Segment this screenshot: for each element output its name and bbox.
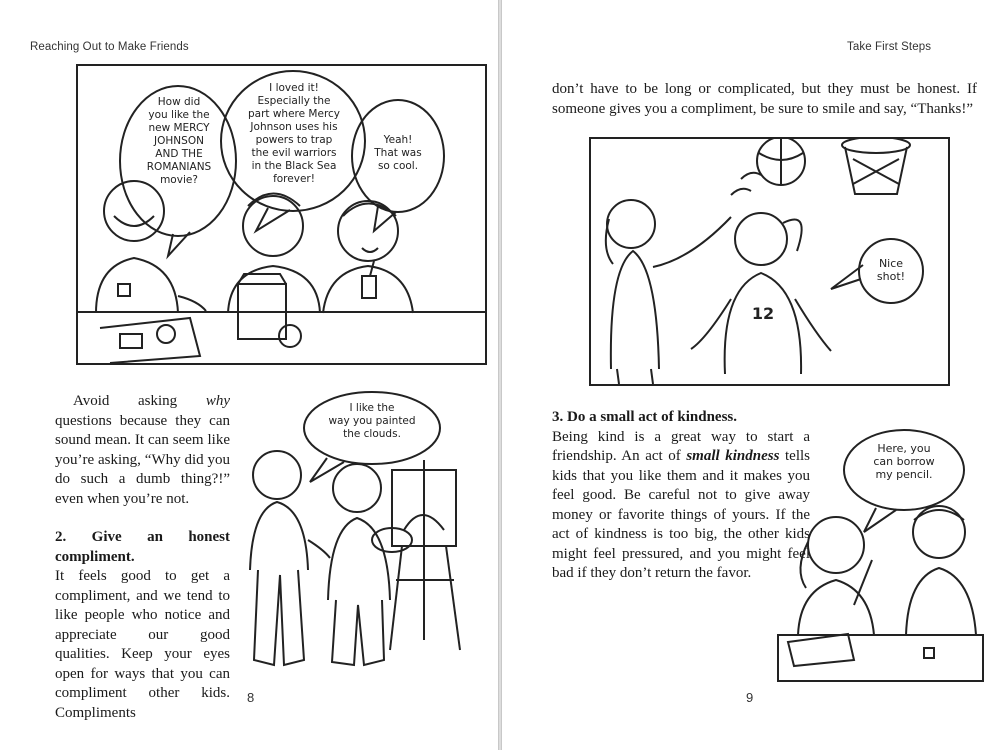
page-number-left: 8 bbox=[247, 690, 255, 705]
page-number-right: 9 bbox=[746, 690, 754, 705]
comic-bubble-agree: Yeah! That was so cool. bbox=[374, 134, 422, 172]
basketball-comic-panel bbox=[589, 137, 950, 386]
painting-bubble: I like the way you painted the clouds. bbox=[328, 402, 416, 440]
comic-bubble-question: How did you like the new MERCY JOHNSON AND THE ROMANIANS movie? bbox=[146, 96, 212, 186]
cafeteria-comic-panel bbox=[76, 64, 487, 365]
paragraph-continued: don’t have to be long or complicated, but they must be honest. If someone gives you a compliment, be sure to smile and say, “Thanks!” bbox=[552, 81, 977, 117]
paragraph-kindness: Being kind is a great way to start a friendship. An act of small kindness tells kids that you like them and it makes you feel good. Be careful not to give away money or favorite things of yours. If the act of kindness is too big, the other kids might feel pressured, and you might feel bad if they don’t return the favor. bbox=[552, 428, 810, 581]
pencil-bubble: Here, you can borrow my pencil. bbox=[873, 442, 935, 481]
right-page bbox=[502, 0, 1000, 750]
pencil-illustration bbox=[764, 420, 984, 682]
paragraph-why-questions: Avoid asking why questions because they can sound mean. It can seem like you’re asking, “Why did you do such a dumb thing?!” even when you’re not. bbox=[55, 393, 230, 507]
comic-bubble-answer: I loved it! Especially the part where Mercy Johnson uses his powers to trap the evil warriors in the Black Sea forever! bbox=[247, 82, 341, 185]
left-body-text bbox=[55, 392, 230, 723]
left-page bbox=[0, 0, 498, 750]
running-head-left: Reaching Out to Make Friends bbox=[30, 41, 189, 53]
jersey-number: 12 bbox=[751, 304, 775, 323]
painting-illustration bbox=[232, 390, 477, 680]
heading-honest-compliment: 2. Give an honest compliment. bbox=[55, 529, 230, 565]
heading-small-kindness: 3. Do a small act of kindness. bbox=[552, 409, 738, 425]
basketball-bubble: Nice shot! bbox=[876, 257, 906, 283]
paragraph-compliment: It feels good to get a compliment, and we tend to like people who notice and appreciate our good qualities. Keep your eyes open for ways that you can compliment other kids. Compliments bbox=[55, 568, 230, 721]
running-head-right: Take First Steps bbox=[847, 41, 932, 53]
